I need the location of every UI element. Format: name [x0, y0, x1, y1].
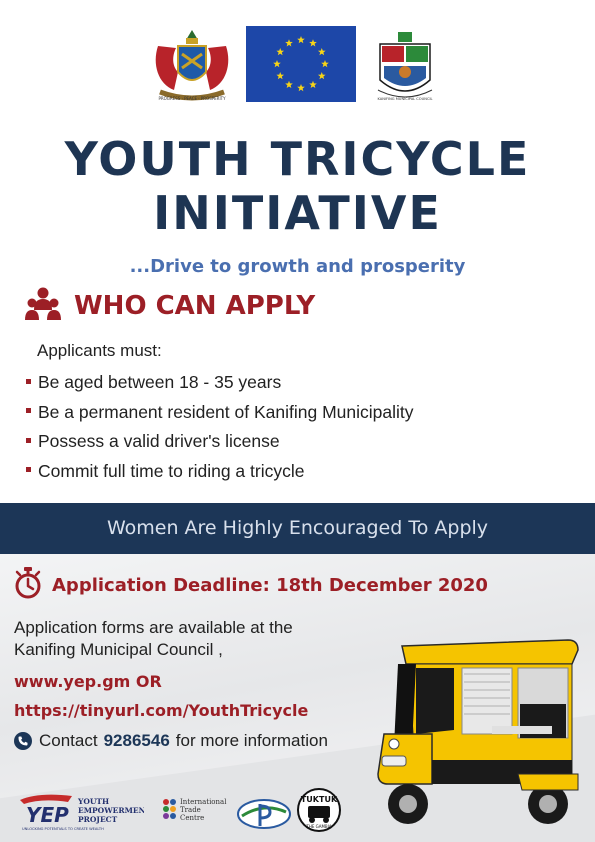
- tuktuk-name: TUKTUK: [300, 795, 338, 804]
- requirement-text: Be a permanent resident of Kanifing Municipality: [38, 401, 414, 422]
- tuktuk-sub: THE GAMBIA: [306, 824, 332, 829]
- itc-line-3: Centre: [180, 814, 205, 822]
- itc-logo: [160, 794, 232, 834]
- itc-line-1: International: [180, 798, 227, 806]
- partner-logos: [0, 780, 595, 840]
- tuktuk-logo: [296, 786, 342, 834]
- deadline-text: Application Deadline: 18th December 2020: [52, 574, 488, 596]
- deadline-row: [14, 567, 488, 603]
- page-title: [0, 132, 595, 240]
- contact-suffix: for more information: [175, 731, 328, 750]
- square-bullet-icon: [26, 408, 31, 413]
- yep-line-1: YOUTH: [78, 797, 110, 806]
- title-line-2: INITIATIVE: [153, 186, 442, 240]
- list-item: [26, 368, 414, 398]
- website-link[interactable]: www.yep.gm OR: [14, 672, 162, 691]
- tinyurl-link[interactable]: https://tinyurl.com/YouthTricycle: [14, 701, 309, 720]
- eu-flag-logo: [246, 26, 356, 102]
- partner-emblem-logo: [236, 798, 292, 830]
- yep-line-3: PROJECT: [78, 815, 118, 824]
- title-line-1: YOUTH TRICYCLE: [64, 132, 531, 186]
- requirements-list: [26, 368, 414, 486]
- contact-number[interactable]: 9286546: [103, 731, 170, 750]
- availability-line-2: Kanifing Municipal Council ,: [14, 640, 223, 659]
- encouragement-banner: Women Are Highly Encouraged To Apply: [0, 503, 595, 554]
- availability-line-1: Application forms are available at the: [14, 618, 293, 637]
- requirements-intro: Applicants must:: [37, 341, 162, 360]
- list-item: [26, 457, 414, 487]
- people-icon: [24, 286, 62, 326]
- council-crest-label: KANIFING MUNICIPAL COUNCIL: [377, 97, 433, 101]
- coat-of-arms-motto: PROGRESS · PEACE · PROSPERITY: [158, 96, 226, 101]
- yep-logo: [18, 788, 144, 832]
- contact-row: [14, 731, 328, 751]
- list-item: [26, 427, 414, 457]
- who-can-apply-heading: [24, 286, 315, 326]
- square-bullet-icon: [26, 379, 31, 384]
- gambia-coat-of-arms: [150, 24, 234, 104]
- square-bullet-icon: [26, 467, 31, 472]
- who-can-apply-title: WHO CAN APPLY: [74, 291, 316, 321]
- requirement-text: Possess a valid driver's license: [38, 431, 280, 451]
- yep-tagline: UNLOCKING POTENTIALS TO CREATE WEALTH: [22, 827, 104, 831]
- tagline: ...Drive to growth and prosperity: [129, 256, 466, 277]
- yep-line-2: EMPOWERMENT: [78, 806, 144, 815]
- contact-prefix: Contact: [39, 731, 98, 750]
- yep-abbr: YEP: [26, 803, 69, 827]
- stopwatch-icon: [14, 567, 42, 603]
- list-item: [26, 398, 414, 428]
- requirement-text: Be aged between 18 - 35 years: [38, 372, 282, 392]
- kanifing-council-crest: [372, 26, 438, 104]
- square-bullet-icon: [26, 438, 31, 443]
- phone-icon: [14, 732, 32, 750]
- requirement-text: Commit full time to riding a tricycle: [38, 460, 305, 481]
- itc-line-2: Trade: [180, 806, 201, 814]
